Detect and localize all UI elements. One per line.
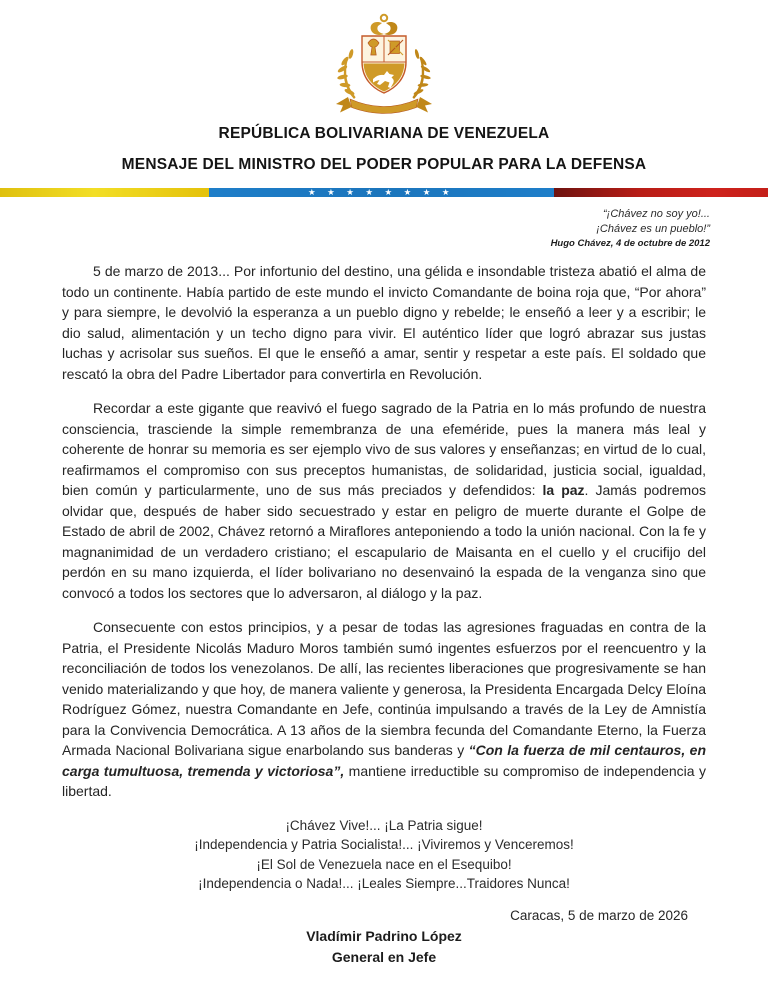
paragraph-3-quoted-phrase: “Con la fuerza de mil centauros, en carga tumultuosa, tremenda y victoriosa”, (62, 742, 706, 779)
epigraph-quote (0, 207, 710, 251)
signature-title: General en Jefe (331, 948, 437, 965)
flag-stars-icon: ★★★★★★★★ (308, 187, 461, 197)
flag-red-band (554, 188, 768, 197)
message-title: MENSAJE DEL MINISTRO DEL PODER POPULAR PARA LA DEFENSA (121, 156, 647, 173)
signature-block (0, 926, 768, 968)
letter-body (62, 261, 706, 802)
slogans-block (0, 816, 768, 894)
flag-stripe (0, 188, 768, 197)
slogan-line-4: ¡Independencia o Nada!... ¡Leales Siempre...Traidores Nunca! (198, 876, 570, 891)
paragraph-3-text-continued: mantiene irreductible su compromiso de independencia y libertad. (62, 762, 706, 799)
signature-name: Vladímir Padrino López (306, 927, 462, 944)
quote-attribution: Hugo Chávez, 4 de octubre de 2012 (550, 238, 710, 249)
paragraph-1 (62, 261, 706, 384)
paragraph-2-text: Recordar a este gigante que reavivó el fuego sagrado de la Patria en lo más profundo de nuestra consciencia, trasciende la simple remembranza de una efeméride, pues la manera más leal y coherente de honrar su memoria es ser ejemplo vivo de sus valores y enseñanzas; en virtud de lo cual, reafirmamos el compromiso con sus preceptos humanistas, de solidaridad, justicia social, igualdad, bien común y particularmente, uno de sus más preciados y defendidos: (62, 400, 706, 498)
slogan-line-1: ¡Chávez Vive!... ¡La Patria sigue! (285, 817, 483, 833)
paragraph-2-bold-phrase: la paz (542, 482, 585, 498)
paragraph-3-text: Consecuente con estos principios, y a pesar de todas las agresiones fraguadas en contra de la Patria, el Presidente Nicolás Maduro Moros también sumó ingentes esfuerzos por el reencuentro y la reconciliación de todos los venezolanos. De allí, las recientes liberaciones que progresivamente se han venido materializando y que hoy, de manera valiente y generosa, la Presidenta Encargada Delcy Eloína Rodríguez Gómez, nuestra Comandante en Jefe, continúa impulsando a través de la Ley de Amnistía para la Convivencia Democrática. A 13 años de la siembra fecunda del Comandante Eterno, la Fuerza Armada Nacional Bolivariana sigue enarbolando sus banderas y (62, 619, 706, 758)
country-title: REPÚBLICA BOLIVARIANA DE VENEZUELA (218, 125, 550, 142)
paragraph-1-text: 5 de marzo de 2013... Por infortunio del destino, una gélida e insondable tristeza abatió el alma de todo un continente. Había partido de este mundo el invicto Comandante de boina roja que, “Por ahora” y para siempre, le devolvió la esperanza a un pueblo digno y rebelde; le enseñó a leer y a escribir; le dio salud, alimentación y un techo digno para vivir. El auténtico líder que logró abrazar sus justas luchas y acrisolar sus sueños. El que le enseñó a amar, sentir y respetar a este país. El soldado que rescató la obra del Padre Libertador para convertirla en Revolución. (62, 263, 706, 382)
paragraph-3 (62, 617, 706, 802)
paragraph-2-text-continued: . Jamás podremos olvidar que, después de haber sido secuestrado y estar en peligro de muerte durante el Golpe de Estado de abril de 2002, Chávez retornó a Miraflores anteponiendo a todo la unión nacional. Con la fe y magnanimidad de un verdadero cristiano; el escapulario de Maisanta en el cuello y el crucifijo del perdón en su mano izquierda, el líder bolivariano no desenvainó la espada de la venganza sino que convocó a todos los sectores que lo adversaron, al diálogo y la paz. (62, 482, 706, 601)
venezuela-coat-of-arms-icon (326, 12, 442, 116)
slogan-line-2: ¡Independencia y Patria Socialista!... ¡Viviremos y Venceremos! (194, 837, 574, 852)
slogan-line-3: ¡El Sol de Venezuela nace en el Esequibo! (256, 856, 512, 872)
flag-yellow-band (0, 188, 209, 197)
quote-line-1: “¡Chávez no soy yo!... (603, 208, 710, 220)
paragraph-2 (62, 398, 706, 603)
dateline: Caracas, 5 de marzo de 2026 (510, 907, 688, 923)
quote-line-2: ¡Chávez es un pueblo!” (596, 223, 710, 235)
